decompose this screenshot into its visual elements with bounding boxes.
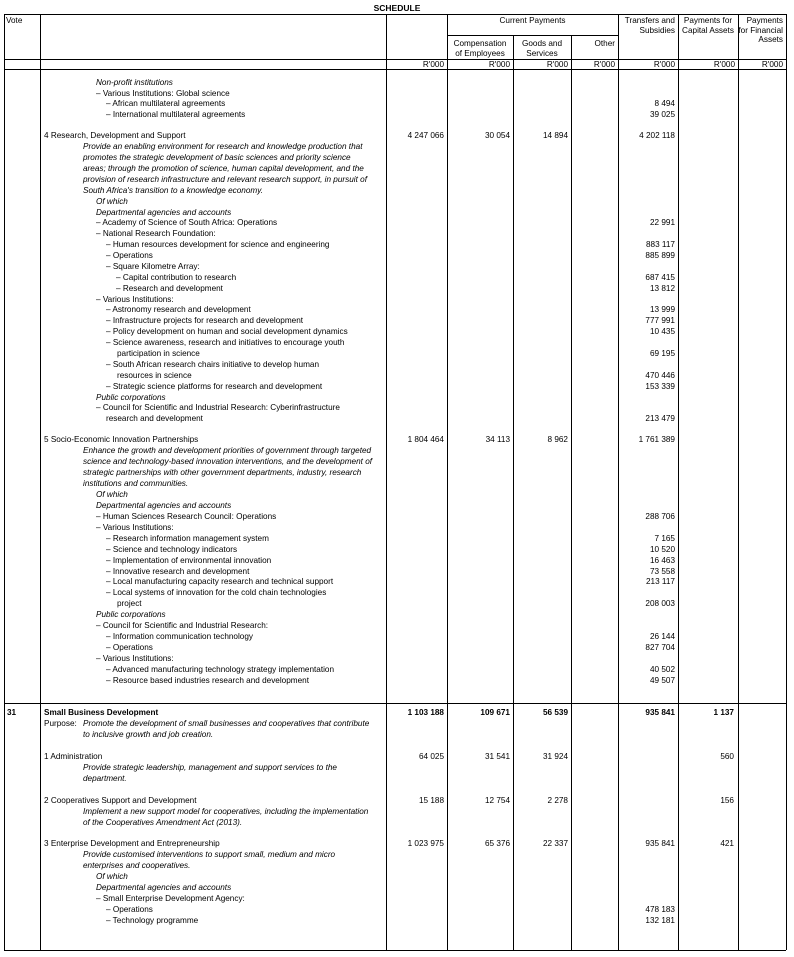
row-description: 3 Enterprise Development and Entrepreneurship (44, 839, 220, 848)
row-description: Of which (96, 872, 128, 881)
table-row (0, 555, 794, 566)
amount-total: 1 023 975 (407, 839, 444, 848)
table-row (0, 217, 794, 228)
amount-comp: 65 376 (484, 839, 510, 848)
row-description: resources in science (117, 371, 192, 380)
table-row (0, 533, 794, 544)
table-row (0, 478, 794, 489)
table-row (0, 544, 794, 555)
amount-tr: 13 812 (649, 284, 675, 293)
row-description: – Various Institutions: (96, 523, 174, 532)
vote-header: Vote (6, 16, 23, 25)
amount-tr: 132 181 (645, 916, 675, 925)
table-row (0, 272, 794, 283)
row-description: – Various Institutions: (96, 654, 174, 663)
row-description: provision of research infrastructure and relevant research support, in pursuit of (83, 175, 367, 184)
row-description: South Africa's transition to a knowledge economy. (83, 186, 263, 195)
row-description: Non-profit institutions (96, 78, 173, 87)
row-description: – Science awareness, research and initiatives to encourage youth (106, 338, 345, 347)
amount-tr: 4 202 118 (639, 131, 675, 140)
row-description: Departmental agencies and accounts (96, 208, 232, 217)
amount-tr: 8 494 (654, 99, 675, 108)
row-description: – Policy development on human and social development dynamics (106, 327, 348, 336)
amount-total: 4 247 066 (407, 131, 444, 140)
table-bottom-border (4, 950, 786, 951)
capital-header-line: Payments for (683, 16, 733, 25)
amount-comp: 109 671 (480, 708, 510, 717)
row-description: – Implementation of environmental innovation (106, 556, 272, 565)
amount-tr: 10 520 (649, 545, 675, 554)
row-description: Provide an enabling environment for research and knowledge production that (83, 142, 363, 151)
row-description: – Information communication technology (106, 632, 253, 641)
table-row (0, 337, 794, 348)
table-row (0, 849, 794, 860)
row-description: promotes the strategic development of basic sciences and priority science (83, 153, 351, 162)
unit-label: R'000 (593, 60, 615, 69)
amount-tr: 208 003 (645, 599, 675, 608)
unit-label: R'000 (546, 60, 568, 69)
table-row (0, 130, 794, 141)
amount-tr: 213 479 (645, 414, 675, 423)
table-row (0, 817, 794, 828)
row-description: Public corporations (96, 393, 166, 402)
table-row (0, 511, 794, 522)
table-row (0, 773, 794, 784)
financial-header (738, 16, 783, 45)
table-row (0, 283, 794, 294)
table-row (0, 576, 794, 587)
row-description: – Various Institutions: (96, 295, 174, 304)
table-row (0, 381, 794, 392)
table-row (0, 228, 794, 239)
amount-tr: 885 899 (645, 251, 675, 260)
table-top-border (4, 14, 786, 15)
amount-total: 1 103 188 (407, 708, 444, 717)
unit-label: R'000 (761, 60, 783, 69)
row-description: strategic partnerships with other government departments, industry, research (83, 468, 362, 477)
table-row (0, 326, 794, 337)
amount-tr: 7 165 (654, 534, 675, 543)
goods-header-line: Services (526, 48, 558, 58)
table-row (0, 729, 794, 740)
unit-label: R'000 (653, 60, 675, 69)
row-description: – National Research Foundation: (96, 229, 216, 238)
amount-tr: 22 991 (649, 218, 675, 227)
row-description: – Human resources development for science and engineering (106, 240, 330, 249)
row-description: Implement a new support model for cooperatives, including the implementation (83, 807, 369, 816)
vote-separator (4, 703, 786, 704)
unit-label: R'000 (488, 60, 510, 69)
amount-tr: 883 117 (646, 240, 675, 249)
compensation-header-line: Compensation (453, 39, 507, 48)
table-row (0, 871, 794, 882)
row-description: 4 Research, Development and Support (44, 131, 186, 140)
table-row (0, 109, 794, 120)
row-description: Departmental agencies and accounts (96, 501, 232, 510)
row-description: 5 Socio-Economic Innovation Partnerships (44, 435, 199, 444)
financial-header-line: Payments (746, 16, 783, 25)
row-description: 2 Cooperatives Support and Development (44, 796, 197, 805)
amount-tr: 16 463 (649, 556, 675, 565)
row-description: – Council for Scientific and Industrial Research: (96, 621, 269, 630)
table-row (0, 141, 794, 152)
table-row (0, 806, 794, 817)
transfers-header-line: Transfers and (624, 16, 675, 25)
table-row (0, 795, 794, 806)
amount-tr: 1 761 389 (638, 435, 675, 444)
table-row (0, 500, 794, 511)
row-description: Purpose: (44, 719, 77, 728)
row-description: department. (83, 774, 127, 783)
amount-total: 1 804 464 (407, 435, 444, 444)
unit-label: R'000 (713, 60, 735, 69)
table-row (0, 598, 794, 609)
amount-cap: 156 (720, 796, 734, 805)
table-row (0, 250, 794, 261)
table-row (0, 413, 794, 424)
table-row (0, 587, 794, 598)
row-description: Small Business Development (44, 708, 159, 717)
row-description: – Various Institutions: Global science (96, 89, 230, 98)
amount-goods: 56 539 (542, 708, 568, 717)
table-row (0, 402, 794, 413)
transfers-header-line: Subsidies (639, 25, 675, 35)
amount-goods: 31 924 (542, 752, 568, 761)
row-description: Departmental agencies and accounts (96, 883, 232, 892)
transfers-header (618, 16, 675, 35)
amount-tr: 69 195 (649, 349, 675, 358)
table-row (0, 239, 794, 250)
amount-comp: 30 054 (484, 131, 510, 140)
amount-tr: 73 558 (649, 567, 675, 576)
row-description: Public corporations (96, 610, 166, 619)
row-description: of the Cooperatives Amendment Act (2013). (83, 818, 243, 827)
row-description: 1 Administration (44, 752, 103, 761)
amount-tr: 827 704 (645, 643, 675, 652)
row-description: – Local manufacturing capacity research and technical support (106, 577, 334, 586)
amount-tr: 478 183 (645, 905, 675, 914)
row-description: institutions and communities. (83, 479, 189, 488)
table-row (0, 434, 794, 445)
row-description: – Human Sciences Research Council: Operations (96, 512, 277, 521)
row-description: Promote the development of small businesses and cooperatives that contribute (83, 719, 370, 728)
amount-tr: 687 415 (645, 273, 675, 282)
amount-tr: 49 507 (649, 676, 675, 685)
amount-tr: 39 025 (649, 110, 675, 119)
other-header: Other (594, 39, 615, 48)
table-row (0, 196, 794, 207)
table-row (0, 348, 794, 359)
row-description: research and development (106, 414, 203, 423)
table-row (0, 185, 794, 196)
table-row (0, 522, 794, 533)
row-description: science and technology-based innovation interventions, and the development of (83, 457, 373, 466)
goods-header-line: Goods and (521, 39, 563, 48)
schedule-title: SCHEDULE (373, 3, 421, 13)
table-row (0, 675, 794, 686)
amount-goods: 2 278 (547, 796, 568, 805)
row-description: areas; through the promotion of science, human capital development, and the (83, 164, 364, 173)
amount-tr: 470 446 (645, 371, 675, 380)
table-row (0, 642, 794, 653)
table-row (0, 152, 794, 163)
row-description: participation in science (117, 349, 200, 358)
row-description: – International multilateral agreements (106, 110, 246, 119)
row-description: – Resource based industries research and development (106, 676, 309, 685)
amount-tr: 777 991 (645, 316, 675, 325)
row-description: – Small Enterprise Development Agency: (96, 894, 245, 903)
table-row (0, 445, 794, 456)
row-description: – Infrastructure projects for research and development (106, 316, 304, 325)
table-row (0, 620, 794, 631)
table-row (0, 707, 794, 718)
amount-cap: 560 (720, 752, 734, 761)
financial-header-line: Assets (758, 35, 783, 44)
row-description: – Technology programme (106, 916, 199, 925)
amount-comp: 12 754 (484, 796, 510, 805)
table-row (0, 174, 794, 185)
table-row (0, 664, 794, 675)
table-row (0, 304, 794, 315)
row-description: – South African research chairs initiative to develop human (106, 360, 319, 369)
row-description: – Operations (106, 643, 153, 652)
amount-cap: 1 137 (713, 708, 734, 717)
amount-tr: 26 144 (649, 632, 675, 641)
table-row (0, 77, 794, 88)
table-row (0, 98, 794, 109)
row-description: – Advanced manufacturing technology strategy implementation (106, 665, 335, 674)
row-description: Provide customised interventions to support small, medium and micro (83, 850, 336, 859)
row-description: – Operations (106, 905, 153, 914)
table-row (0, 489, 794, 500)
amount-tr: 935 841 (645, 708, 675, 717)
row-description: Provide strategic leadership, management and support services to the (83, 763, 337, 772)
amount-goods: 8 962 (547, 435, 568, 444)
amount-goods: 22 337 (542, 839, 568, 848)
row-description: to inclusive growth and job creation. (83, 730, 214, 739)
row-description: – Research information management system (106, 534, 269, 543)
capital-header (678, 16, 738, 35)
table-row (0, 631, 794, 642)
row-description: – Innovative research and development (106, 567, 250, 576)
goods-header (513, 39, 571, 58)
table-row (0, 467, 794, 478)
row-description: Of which (96, 197, 128, 206)
amount-cap: 421 (720, 839, 734, 848)
amount-comp: 31 541 (484, 752, 510, 761)
compensation-header-line: of Employees (455, 48, 505, 58)
row-description: – Strategic science platforms for research and development (106, 382, 323, 391)
amount-total: 15 188 (418, 796, 444, 805)
row-description: enterprises and cooperatives. (83, 861, 191, 870)
current-payments-header: Current Payments (499, 16, 566, 25)
row-description: project (117, 599, 142, 608)
amount-tr: 40 502 (649, 665, 675, 674)
financial-header-line: for Financial (738, 25, 783, 35)
capital-header-line: Capital Assets (682, 25, 734, 35)
amount-goods: 14 894 (542, 131, 568, 140)
table-row (0, 838, 794, 849)
row-description: – Capital contribution to research (116, 273, 237, 282)
amount-tr: 935 841 (645, 839, 675, 848)
row-description: – Council for Scientific and Industrial Research: Cyberinfrastructure (96, 403, 340, 412)
table-row (0, 261, 794, 272)
table-row (0, 359, 794, 370)
row-description: – Operations (106, 251, 153, 260)
amount-tr: 13 999 (649, 305, 675, 314)
row-description: – Local systems of innovation for the cold chain technologies (106, 588, 327, 597)
table-row (0, 718, 794, 729)
vote-number: 31 (7, 708, 17, 717)
row-description: – Astronomy research and development (106, 305, 251, 314)
table-row (0, 904, 794, 915)
amount-tr: 153 339 (645, 382, 675, 391)
table-row (0, 860, 794, 871)
amount-tr: 288 706 (645, 512, 675, 521)
row-description: – African multilateral agreements (106, 99, 226, 108)
row-description: – Academy of Science of South Africa: Operations (96, 218, 278, 227)
amount-tr: 213 117 (646, 577, 675, 586)
amount-comp: 34 113 (485, 435, 510, 444)
amount-total: 64 025 (418, 752, 444, 761)
table-row (0, 315, 794, 326)
row-description: – Research and development (116, 284, 223, 293)
table-row (0, 915, 794, 926)
table-row (0, 893, 794, 904)
table-row (0, 163, 794, 174)
row-description: Of which (96, 490, 128, 499)
amount-tr: 10 435 (649, 327, 675, 336)
table-row (0, 762, 794, 773)
row-description: Enhance the growth and development priorities of government through targeted (83, 446, 372, 455)
compensation-header (447, 39, 513, 58)
table-row (0, 751, 794, 762)
table-row (0, 882, 794, 893)
row-description: – Science and technology indicators (106, 545, 238, 554)
table-row (0, 456, 794, 467)
table-row (0, 653, 794, 664)
unit-label: R'000 (422, 60, 444, 69)
table-row (0, 609, 794, 620)
row-description: – Square Kilometre Array: (106, 262, 200, 271)
current-payments-divider (447, 35, 618, 36)
table-row (0, 370, 794, 381)
